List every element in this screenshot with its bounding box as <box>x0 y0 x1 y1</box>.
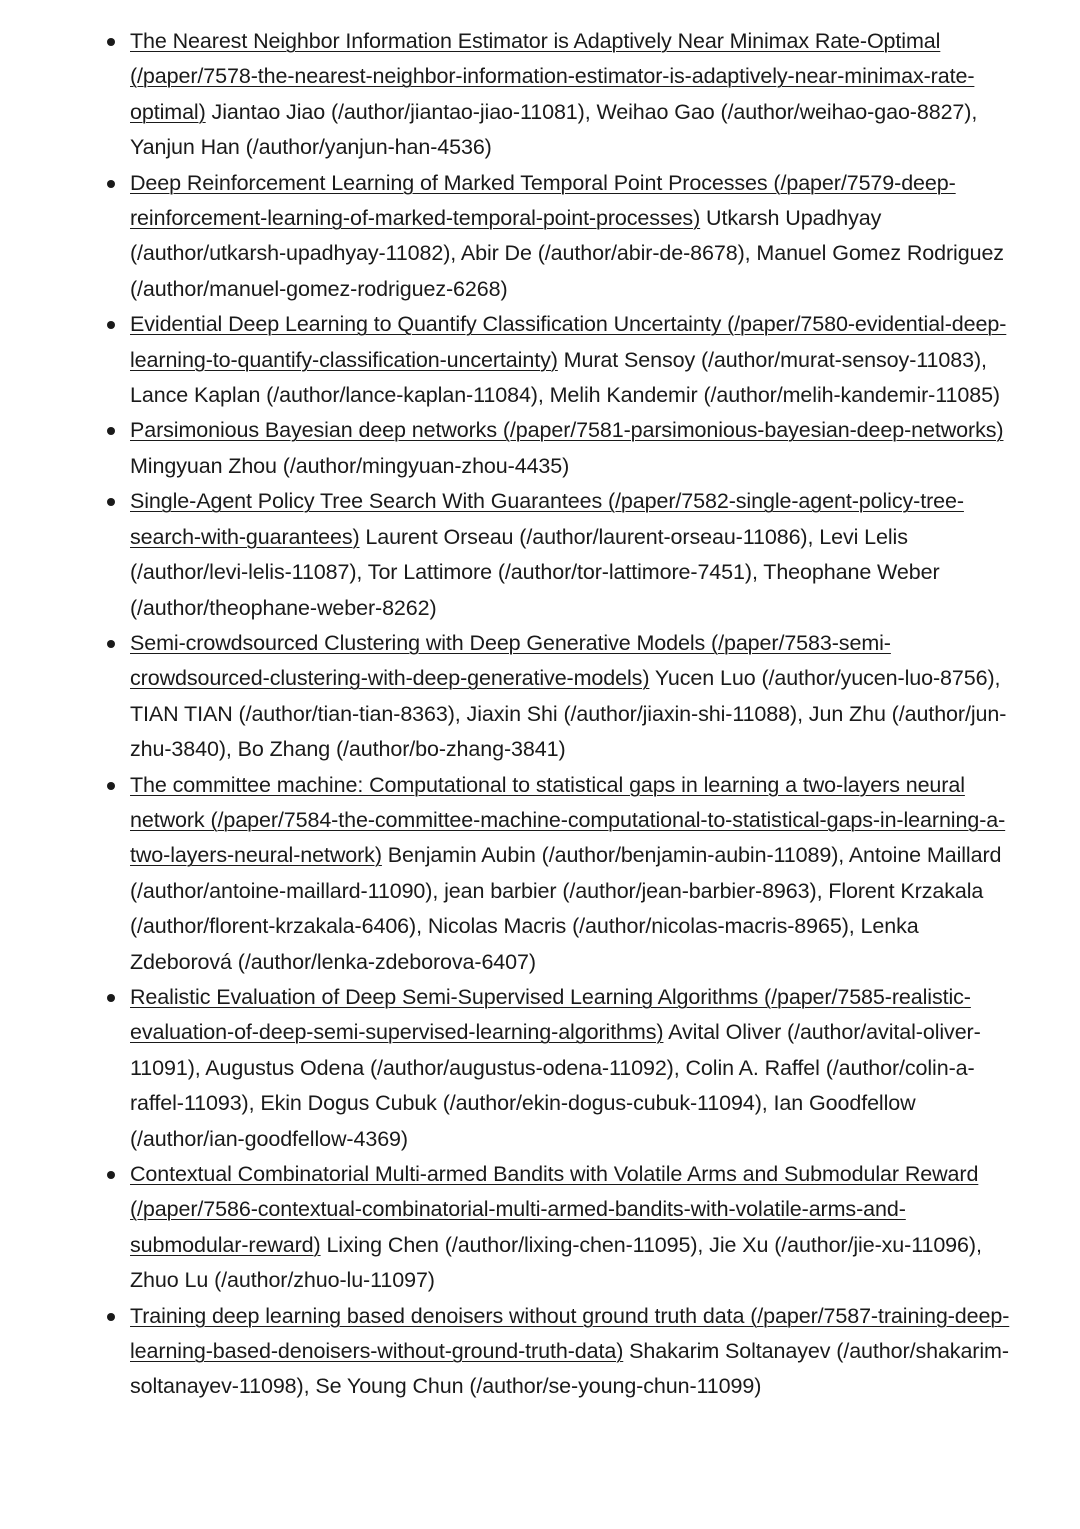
list-item <box>0 768 1080 980</box>
paper-link[interactable]: The committee machine: Computational to statistical gaps in learning a two-layers neural network (/paper/7584-the-committee-machine-computational-to-statistical-gaps-in-learning-a-two-layers-neural-network) <box>130 772 1006 868</box>
list-item <box>0 980 1080 1157</box>
paper-link[interactable]: Contextual Combinatorial Multi-armed Bandits with Volatile Arms and Submodular Reward (/paper/7586-contextual-combinatorial-multi-armed-bandits-with-volatile-arms-and-submodular-reward) <box>130 1162 979 1257</box>
list-item <box>0 166 1080 308</box>
paper-authors: Jiantao Jiao (/author/jiantao-jiao-11081), Weihao Gao (/author/weihao-gao-8827), Yanjun Han (/author/yanjun-han-4536) <box>130 99 978 160</box>
paper-link[interactable]: Deep Reinforcement Learning of Marked Temporal Point Processes (/paper/7579-deep-reinforcement-learning-of-marked-temporal-point-processes) <box>130 170 956 231</box>
bullet-icon <box>107 782 115 790</box>
paper-authors: Avital Oliver (/author/avital-oliver-11091), Augustus Odena (/author/augustus-odena-11092), Colin A. Raffel (/author/colin-a-raffel-11093), Ekin Dogus Cubuk (/author/ekin-dogus-cubuk-11094), Ian Goodfellow (/author/ian-goodfellow-4369) <box>130 1020 981 1151</box>
bullet-icon <box>107 1171 115 1179</box>
list-item <box>0 626 1080 768</box>
bullet-icon <box>107 321 115 329</box>
list-item <box>0 1299 1080 1405</box>
list-item <box>0 484 1080 626</box>
paper-authors: Laurent Orseau (/author/laurent-orseau-11086), Levi Lelis (/author/levi-lelis-11087), Tor Lattimore (/author/tor-lattimore-7451), Theophane Weber (/author/theophane-weber-8262) <box>130 524 940 620</box>
bullet-icon <box>107 180 115 188</box>
bullet-icon <box>107 994 115 1002</box>
paper-authors: Mingyuan Zhou (/author/mingyuan-zhou-4435) <box>130 453 570 478</box>
list-item <box>0 307 1080 413</box>
list-item <box>0 1157 1080 1299</box>
paper-link[interactable]: Single-Agent Policy Tree Search With Guarantees (/paper/7582-single-agent-policy-tree-search-with-guarantees) <box>130 489 964 549</box>
paper-authors: Shakarim Soltanayev (/author/shakarim-soltanayev-11098), Se Young Chun (/author/se-young-chun-11099) <box>130 1339 1009 1399</box>
paper-list <box>0 24 1080 1405</box>
paper-authors: Utkarsh Upadhyay (/author/utkarsh-upadhyay-11082), Abir De (/author/abir-de-8678), Manuel Gomez Rodriguez (/author/manuel-gomez-rodriguez-6268) <box>130 206 1004 301</box>
list-item <box>0 24 1080 166</box>
bullet-icon <box>107 1313 115 1321</box>
paper-link[interactable]: Realistic Evaluation of Deep Semi-Supervised Learning Algorithms (/paper/7585-realistic-evaluation-of-deep-semi-supervised-learning-algorithms) <box>130 984 971 1045</box>
bullet-icon <box>107 640 115 648</box>
bullet-icon <box>107 427 115 435</box>
paper-link[interactable]: Semi-crowdsourced Clustering with Deep Generative Models (/paper/7583-semi-crowdsourced-clustering-with-deep-generative-models) <box>130 630 891 691</box>
list-item <box>0 413 1080 484</box>
paper-link[interactable]: Parsimonious Bayesian deep networks (/paper/7581-parsimonious-bayesian-deep-networks) <box>130 418 1004 443</box>
paper-link[interactable]: Evidential Deep Learning to Quantify Classification Uncertainty (/paper/7580-evidential-deep-learning-to-quantify-classification-uncertainty) <box>130 312 1007 372</box>
paper-link[interactable]: The Nearest Neighbor Information Estimator is Adaptively Near Minimax Rate-Optimal (/paper/7578-the-nearest-neighbor-information-estimator-is-adaptively-near-minimax-rate-optimal) <box>130 29 975 124</box>
paper-authors: Lixing Chen (/author/lixing-chen-11095), Jie Xu (/author/jie-xu-11096), Zhuo Lu (/author/zhuo-lu-11097) <box>130 1232 982 1293</box>
paper-authors: Murat Sensoy (/author/murat-sensoy-11083), Lance Kaplan (/author/lance-kaplan-11084), Melih Kandemir (/author/melih-kandemir-11085) <box>130 347 1000 408</box>
bullet-icon <box>107 498 115 506</box>
paper-link[interactable]: Training deep learning based denoisers without ground truth data (/paper/7587-training-deep-learning-based-denoisers-without-ground-truth-data) <box>130 1303 1010 1364</box>
bullet-icon <box>107 38 115 46</box>
paper-authors: Yucen Luo (/author/yucen-luo-8756), TIAN TIAN (/author/tian-tian-8363), Jiaxin Shi (/author/jiaxin-shi-11088), Jun Zhu (/author/jun-zhu-3840), Bo Zhang (/author/bo-zhang-3841) <box>130 666 1007 762</box>
paper-authors: Benjamin Aubin (/author/benjamin-aubin-11089), Antoine Maillard (/author/antoine-maillard-11090), jean barbier (/author/jean-barbier-8963), Florent Krzakala (/author/florent-krzakala-6406), Nicolas Macris (/author/nicolas-macris-8965), Lenka Zdeborová (/author/lenka-zdeborova-6407) <box>130 843 1002 974</box>
